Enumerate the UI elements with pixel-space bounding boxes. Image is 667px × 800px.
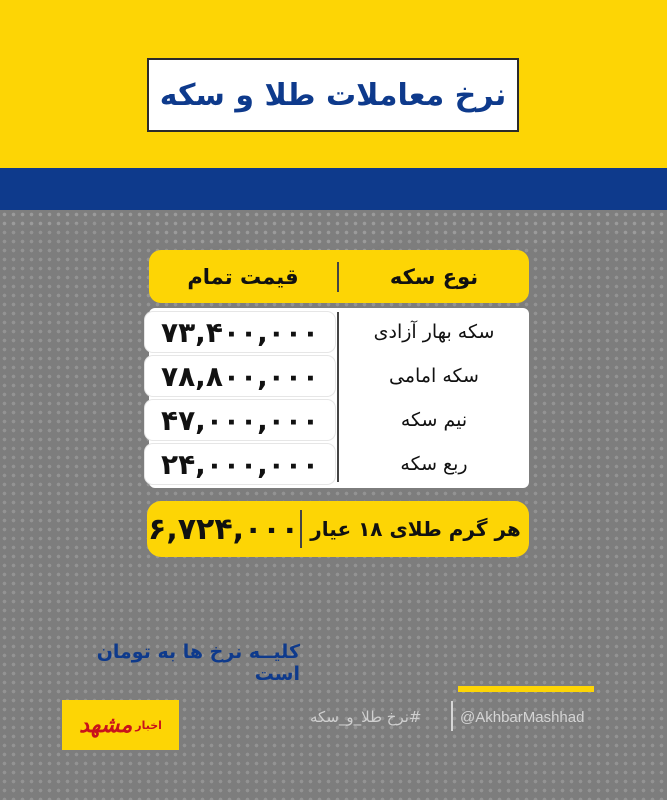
logo-text-big: مشهد (79, 712, 133, 738)
header-divider (337, 262, 339, 292)
logo-text-small: اخبار (135, 718, 162, 732)
social-handle[interactable]: @AkhbarMashhad (460, 708, 585, 726)
price-quarter-coin: ۲۴,۰۰۰,۰۰۰ (161, 447, 319, 481)
brand-logo (62, 700, 179, 750)
price-emami: ۷۸,۸۰۰,۰۰۰ (161, 359, 319, 393)
page-title: نرخ معاملات طلا و سکه (159, 77, 507, 113)
price-bahar-azadi: ۷۳,۴۰۰,۰۰۰ (161, 315, 319, 349)
footer-accent-line (458, 686, 594, 692)
price-half-coin: ۴۷,۰۰۰,۰۰۰ (161, 403, 319, 437)
gram-gold-label: هر گرم طلای ۱۸ عیار (310, 517, 521, 541)
currency-note: کلیــه نرخ ها به تومان است (96, 641, 300, 685)
blue-stripe (0, 168, 667, 210)
coin-name-bahar-azadi: سکه بهار آزادی (373, 321, 495, 343)
column-header-price: قیمت تمام (187, 264, 299, 289)
title-box (147, 58, 519, 132)
coin-name-emami: سکه امامی (389, 365, 479, 387)
coin-name-half: نیم سکه (400, 409, 468, 431)
gram-gold-price: ۶,۷۲۴,۰۰۰ (148, 511, 299, 547)
footer-divider (451, 701, 453, 731)
hashtag-text[interactable]: #نرخ طلا_و_سکه (310, 708, 422, 726)
coin-name-quarter: ربع سکه (400, 453, 468, 475)
column-header-coin-type: نوع سکه (389, 264, 479, 289)
